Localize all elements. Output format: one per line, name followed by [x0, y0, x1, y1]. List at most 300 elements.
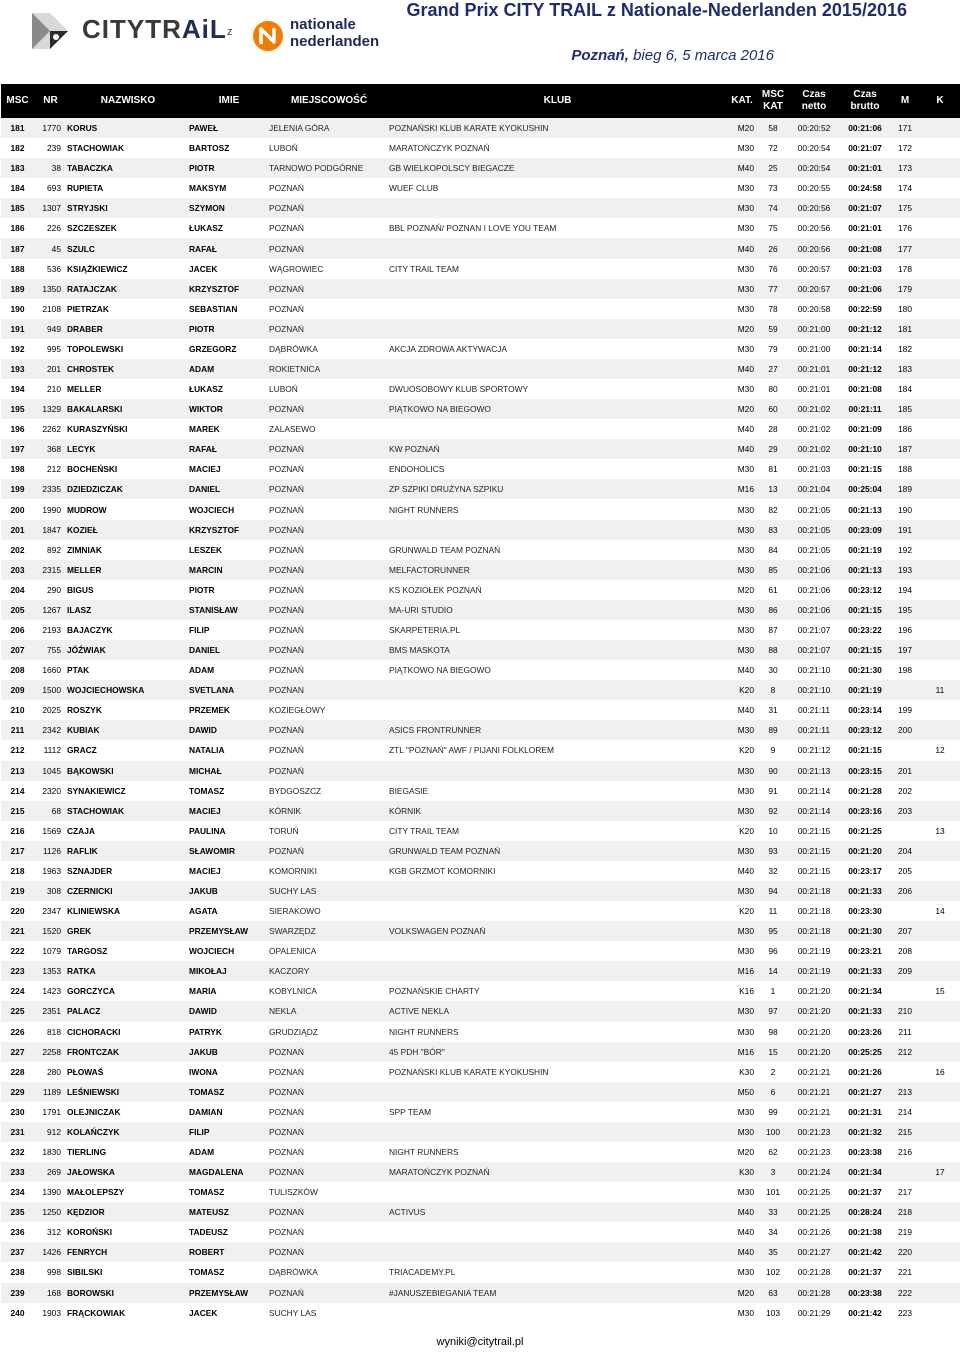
- cell-net-time: 00:21:02: [797, 404, 831, 415]
- cell-city: KÓRNIK: [269, 805, 302, 816]
- cell-city: DĄBRÓWKA: [269, 343, 318, 354]
- cell-net-time: 00:21:03: [797, 464, 831, 475]
- cell-firstname: SZYMON: [189, 203, 225, 214]
- cell-gross-time: 00:21:03: [848, 263, 882, 274]
- cell-firstname: BARTOSZ: [189, 143, 230, 154]
- cell-category-place: 80: [768, 384, 778, 395]
- page-title: Grand Prix CITY TRAIL z Nationale-Nederlanden 2015/2016: [406, 0, 907, 20]
- cell-firstname: WIKTOR: [189, 404, 223, 415]
- cell-place: 188: [10, 263, 25, 274]
- cell-bib: 226: [47, 223, 61, 234]
- table-row: [1, 158, 960, 178]
- cell-category: M40: [737, 1247, 754, 1258]
- cell-firstname: MACIEJ: [189, 464, 221, 475]
- cell-city: POZNAŃ: [269, 544, 304, 555]
- cell-surname: BĄKOWSKI: [67, 765, 114, 776]
- cell-club: NIGHT RUNNERS: [389, 1026, 459, 1037]
- table-row: [1, 881, 960, 901]
- cell-male-place: 211: [898, 1026, 912, 1037]
- cell-gross-time: 00:21:19: [848, 544, 882, 555]
- cell-female-place: [920, 540, 960, 560]
- cell-female-place: [920, 138, 960, 158]
- cell-bib: 1189: [42, 1086, 61, 1097]
- cell-city: POZNAŃ: [269, 765, 304, 776]
- cell-male-place: 190: [898, 504, 912, 515]
- cell-bib: 280: [47, 1066, 61, 1077]
- cell-gross-time: 00:21:13: [848, 564, 882, 575]
- cell-city: POZNAŃ: [269, 624, 304, 635]
- cell-net-time: 00:21:28: [797, 1267, 831, 1278]
- cell-male-place: 212: [898, 1046, 912, 1057]
- cell-club: SPP TEAM: [389, 1106, 432, 1117]
- cell-club: [389, 881, 726, 901]
- cell-gross-time: 00:25:04: [848, 484, 882, 495]
- cell-category: M30: [737, 343, 754, 354]
- cell-place: 218: [10, 865, 25, 876]
- cell-category: M40: [737, 665, 754, 676]
- cell-city: POZNAŃ: [269, 645, 304, 656]
- cell-club: [389, 238, 726, 258]
- table-row: [1, 138, 960, 158]
- cell-place: 198: [10, 464, 25, 475]
- logo-connector: z: [227, 26, 233, 38]
- cell-club: [389, 680, 726, 700]
- cell-bib: 2258: [42, 1046, 61, 1057]
- cell-category-place: 95: [768, 926, 778, 937]
- table-row: [1, 1142, 960, 1162]
- cell-male-place: 204: [898, 845, 912, 856]
- cell-bib: 1500: [42, 685, 61, 696]
- cell-club: [389, 419, 726, 439]
- cell-firstname: WOJCIECH: [189, 504, 235, 515]
- cell-category: M30: [737, 544, 754, 555]
- cell-category: M30: [737, 183, 754, 194]
- cell-bib: 308: [47, 886, 61, 896]
- cell-net-time: 00:21:20: [797, 1026, 831, 1037]
- cell-club: ENDOHOLICS: [389, 464, 445, 475]
- cell-net-time: 00:21:23: [797, 1126, 831, 1137]
- cell-surname: WOJCIECHOWSKA: [67, 685, 145, 696]
- table-row: [1, 1283, 960, 1303]
- cell-bib: 995: [47, 343, 61, 354]
- table-row: [1, 1202, 960, 1222]
- cell-category-place: 83: [768, 524, 778, 535]
- cell-gross-time: 00:23:38: [848, 1287, 882, 1298]
- cell-city: DĄBRÓWKA: [269, 1267, 318, 1278]
- cell-net-time: 00:21:05: [797, 544, 831, 555]
- cell-place: 236: [10, 1227, 25, 1238]
- cell-net-time: 00:20:58: [797, 303, 831, 314]
- cell-category-place: 73: [768, 183, 778, 194]
- cell-net-time: 00:21:11: [798, 725, 830, 736]
- cell-male-place: 183: [898, 363, 912, 374]
- table-row: [1, 1303, 960, 1323]
- cell-surname: GORCZYCA: [67, 986, 115, 997]
- cell-place: 240: [10, 1307, 25, 1318]
- cell-male-place: 222: [898, 1287, 912, 1298]
- cell-surname: KURASZYŃSKI: [67, 424, 128, 435]
- cell-city: KACZORY: [269, 966, 310, 977]
- cell-bib: 68: [51, 805, 61, 816]
- cell-category-place: 32: [768, 865, 778, 876]
- cell-category: M50: [737, 1086, 754, 1097]
- cell-net-time: 00:21:11: [798, 705, 830, 716]
- table-row: [1, 238, 960, 258]
- cell-category-place: 8: [770, 685, 776, 696]
- table-row: [1, 520, 960, 540]
- table-row: [1, 1102, 960, 1122]
- cell-surname: BOROWSKI: [67, 1287, 114, 1298]
- cell-firstname: TOMASZ: [189, 785, 225, 796]
- cell-firstname: PIOTR: [189, 323, 215, 334]
- cell-surname: TABACZKA: [67, 163, 113, 174]
- cell-firstname: ŁUKASZ: [189, 384, 223, 395]
- cell-male-place: [890, 981, 920, 1001]
- cell-female-place: [920, 620, 960, 640]
- cell-city: SUCHY LAS: [269, 886, 317, 896]
- cell-category-place: 90: [768, 765, 778, 776]
- cell-category-place: 59: [768, 323, 778, 334]
- cell-female-place: [920, 479, 960, 499]
- cell-category-place: 82: [768, 504, 778, 515]
- cell-place: 214: [10, 785, 25, 796]
- cell-surname: CICHORACKI: [67, 1026, 121, 1037]
- cell-bib: 38: [51, 163, 61, 174]
- cell-city: POZNAŃ: [269, 524, 304, 535]
- cell-category: M30: [737, 785, 754, 796]
- cell-bib: 1307: [42, 203, 61, 214]
- table-row: [1, 620, 960, 640]
- cell-female-place: [920, 921, 960, 941]
- cell-female-place: [920, 720, 960, 740]
- cell-category: K30: [739, 1066, 754, 1077]
- cell-place: 226: [10, 1026, 25, 1037]
- cell-category: M30: [737, 384, 754, 395]
- cell-net-time: 00:20:56: [797, 243, 831, 254]
- cell-net-time: 00:21:12: [797, 745, 831, 756]
- cell-firstname: ROBERT: [189, 1247, 225, 1258]
- cell-club: PIĄTKOWO NA BIEGOWO: [389, 665, 491, 676]
- cell-surname: MAŁOLEPSZY: [67, 1187, 125, 1198]
- cell-net-time: 00:20:56: [797, 223, 831, 234]
- cell-gross-time: 00:21:31: [848, 1106, 882, 1117]
- cell-female-place: [920, 319, 960, 339]
- cell-bib: 2347: [42, 906, 61, 917]
- cell-net-time: 00:21:23: [797, 1147, 831, 1158]
- cell-surname: FRONTCZAK: [67, 1046, 120, 1057]
- cell-net-time: 00:21:14: [797, 805, 831, 816]
- cell-male-place: 171: [898, 123, 912, 134]
- cell-surname: SYNAKIEWICZ: [67, 785, 126, 796]
- table-row: [1, 1222, 960, 1242]
- cell-category: M30: [737, 926, 754, 937]
- cell-place: 202: [10, 544, 25, 555]
- cell-category: K20: [739, 685, 754, 696]
- cell-firstname: AGATA: [189, 906, 218, 917]
- cell-firstname: RAFAŁ: [189, 444, 217, 455]
- cell-place: 210: [10, 705, 25, 716]
- cell-surname: RATKA: [67, 966, 96, 977]
- cell-city: LUBOŃ: [269, 143, 298, 154]
- cell-male-place: 176: [898, 223, 912, 234]
- cell-city: POZNAŃ: [269, 323, 304, 334]
- cell-category-place: 61: [768, 584, 778, 595]
- col-nazwisko: NAZWISKO: [100, 95, 156, 106]
- cell-male-place: 201: [898, 765, 912, 776]
- cell-club: POZNAŃSKI KLUB KARATE KYOKUSHIN: [389, 1066, 549, 1077]
- cell-firstname: RAFAŁ: [189, 243, 217, 254]
- cell-gross-time: 00:21:42: [848, 1247, 882, 1258]
- cell-net-time: 00:21:14: [797, 785, 831, 796]
- cell-female-place: [920, 1082, 960, 1102]
- table-row: [1, 841, 960, 861]
- cell-surname: PŁOWAŚ: [67, 1066, 104, 1077]
- cell-male-place: 218: [898, 1207, 912, 1218]
- citytrail-wordmark: CITYTRAiL: [82, 14, 227, 44]
- cell-category: M30: [737, 1106, 754, 1117]
- cell-firstname: MAGDALENA: [189, 1167, 244, 1178]
- cell-place: 186: [10, 223, 25, 234]
- cell-firstname: TOMASZ: [189, 1086, 225, 1097]
- cell-category-place: 27: [768, 363, 778, 374]
- cell-female-place: [920, 761, 960, 781]
- cell-female-place: 17: [935, 1167, 945, 1178]
- cell-club: [389, 1222, 726, 1242]
- cell-female-place: [920, 158, 960, 178]
- cell-surname: ILASZ: [67, 604, 92, 615]
- cell-city: POZNAŃ: [269, 1287, 304, 1298]
- cell-city: OPALENICA: [269, 946, 317, 957]
- cell-male-place: 221: [898, 1267, 912, 1278]
- col-klub: KLUB: [543, 95, 572, 106]
- cell-place: 203: [10, 564, 25, 575]
- cell-surname: STRYJSKI: [67, 203, 108, 214]
- cell-category: M30: [737, 143, 754, 154]
- cell-firstname: JAKUB: [189, 1046, 218, 1057]
- cell-category-place: 10: [768, 825, 778, 836]
- cell-place: 184: [10, 183, 25, 194]
- cell-city: KOMORNIKI: [269, 865, 317, 876]
- sponsor-wordmark: nationale nederlanden: [290, 16, 380, 50]
- table-row: [1, 941, 960, 961]
- cell-male-place: 210: [898, 1006, 912, 1017]
- cell-category: M20: [737, 1287, 754, 1298]
- cell-category: K20: [739, 825, 754, 836]
- cell-gross-time: 00:24:58: [848, 183, 882, 194]
- cell-female-place: [920, 198, 960, 218]
- cell-bib: 1126: [42, 845, 61, 856]
- col-msc-kat: MSC KAT: [761, 89, 785, 112]
- cell-category-place: 98: [768, 1026, 778, 1037]
- cell-male-place: 220: [898, 1247, 912, 1258]
- cell-female-place: [920, 560, 960, 580]
- col-imie: IMIE: [218, 95, 240, 106]
- table-row: [1, 580, 960, 600]
- cell-club: ZTL "POZNAŃ" AWF / PIJANI FOLKLOREM: [389, 745, 554, 756]
- cell-net-time: 00:21:02: [797, 444, 831, 455]
- cell-male-place: 205: [898, 865, 912, 876]
- cell-category-place: 15: [768, 1046, 778, 1057]
- cell-category: M30: [737, 805, 754, 816]
- cell-gross-time: 00:21:34: [848, 1167, 882, 1178]
- cell-place: 201: [10, 524, 25, 535]
- cell-male-place: 217: [898, 1187, 912, 1198]
- cell-surname: GREK: [67, 926, 92, 937]
- cell-category-place: 78: [768, 303, 778, 314]
- cell-net-time: 00:21:10: [797, 685, 831, 696]
- cell-gross-time: 00:21:06: [848, 283, 882, 294]
- cell-bib: 693: [47, 183, 61, 194]
- cell-surname: CZERNICKI: [67, 886, 113, 896]
- cell-bib: 2351: [42, 1006, 61, 1017]
- cell-gross-time: 00:23:12: [848, 584, 882, 595]
- cell-female-place: [920, 600, 960, 620]
- cell-female-place: [920, 1122, 960, 1142]
- cell-place: 196: [10, 424, 25, 435]
- results-table: [1, 84, 960, 1323]
- cell-place: 213: [10, 765, 25, 776]
- cell-city: POZNAŃ: [269, 1066, 304, 1077]
- cell-male-place: 180: [898, 303, 912, 314]
- cell-male-place: 199: [898, 705, 912, 716]
- cell-place: 209: [10, 685, 25, 696]
- cell-city: LUBOŃ: [269, 384, 298, 395]
- cell-city: POZNAŃ: [269, 1167, 304, 1178]
- cell-female-place: [920, 1042, 960, 1062]
- cell-surname: KORUS: [67, 123, 98, 134]
- cell-club: [389, 961, 726, 981]
- cell-category: M40: [737, 444, 754, 455]
- cell-gross-time: 00:21:01: [848, 163, 882, 174]
- cell-firstname: ADAM: [189, 363, 215, 374]
- cell-net-time: 00:21:06: [797, 604, 831, 615]
- cell-place: 192: [10, 343, 25, 354]
- cell-bib: 912: [47, 1126, 61, 1137]
- cell-male-place: 172: [898, 143, 912, 154]
- cell-bib: 1990: [42, 504, 61, 515]
- cell-firstname: PATRYK: [189, 1026, 222, 1037]
- cell-female-place: [920, 1182, 960, 1202]
- cell-gross-time: 00:21:19: [848, 685, 882, 696]
- cell-bib: 1660: [42, 665, 61, 676]
- cell-category-place: 99: [768, 1106, 778, 1117]
- table-row: [1, 961, 960, 981]
- cell-category: M16: [737, 966, 754, 977]
- cell-place: 189: [10, 283, 25, 294]
- cell-net-time: 00:21:05: [797, 504, 831, 515]
- cell-category-place: 11: [768, 906, 778, 917]
- cell-category: M20: [737, 1147, 754, 1158]
- cell-net-time: 00:21:26: [797, 1227, 831, 1238]
- cell-surname: BAJACZYK: [67, 624, 113, 635]
- cell-category-place: 75: [768, 223, 778, 234]
- cell-city: ROKIETNICA: [269, 363, 321, 374]
- cell-net-time: 00:21:15: [797, 825, 831, 836]
- cell-gross-time: 00:21:08: [848, 384, 882, 395]
- cell-male-place: 194: [898, 584, 912, 595]
- cell-bib: 818: [47, 1026, 61, 1037]
- cell-bib: 755: [47, 645, 61, 656]
- cell-male-place: 188: [898, 464, 912, 475]
- cell-firstname: KRZYSZTOF: [189, 524, 240, 535]
- cell-category: M30: [737, 1267, 754, 1278]
- cell-category-place: 6: [770, 1086, 776, 1097]
- cell-category: M30: [737, 1187, 754, 1198]
- cell-surname: ZIMNIAK: [67, 544, 102, 555]
- cell-female-place: [920, 359, 960, 379]
- cell-city: TORUŃ: [269, 825, 299, 836]
- cell-surname: TOPOLEWSKI: [67, 343, 124, 354]
- cell-club: KÓRNIK: [389, 805, 422, 816]
- citytrail-logo-icon: [28, 9, 72, 53]
- cell-category: M30: [737, 1006, 754, 1017]
- cell-female-place: [920, 580, 960, 600]
- cell-surname: LECYK: [67, 444, 96, 455]
- cell-city: POZNAŃ: [269, 303, 304, 314]
- cell-club: PIĄTKOWO NA BIEGOWO: [389, 404, 491, 415]
- table-row: [1, 1062, 960, 1082]
- cell-city: NEKLA: [269, 1006, 297, 1017]
- cell-place: 206: [10, 624, 25, 635]
- cell-firstname: MIKOŁAJ: [189, 966, 227, 977]
- cell-category: M20: [737, 584, 754, 595]
- cell-male-place: 223: [898, 1307, 912, 1318]
- cell-bib: 1112: [43, 745, 61, 756]
- cell-club: WUEF CLUB: [389, 183, 439, 194]
- cell-male-place: 213: [898, 1086, 912, 1097]
- col-czas-netto: Czas netto: [801, 89, 827, 112]
- cell-gross-time: 00:21:07: [848, 143, 882, 154]
- cell-male-place: [890, 901, 920, 921]
- cell-male-place: 175: [898, 203, 912, 214]
- cell-category-place: 84: [768, 544, 778, 555]
- cell-city: ZALASEWO: [269, 424, 316, 435]
- cell-category: M30: [737, 564, 754, 575]
- cell-category: M30: [737, 886, 754, 896]
- cell-place: 217: [10, 845, 25, 856]
- cell-firstname: MARCIN: [189, 564, 223, 575]
- cell-female-place: [920, 1142, 960, 1162]
- cell-category-place: 88: [768, 645, 778, 656]
- cell-female-place: [920, 499, 960, 519]
- cell-firstname: NATALIA: [189, 745, 225, 756]
- cell-place: 220: [10, 906, 25, 917]
- cell-category-place: 85: [768, 564, 778, 575]
- cell-male-place: 216: [898, 1147, 912, 1158]
- cell-surname: KSIĄŻKIEWICZ: [67, 263, 128, 274]
- cell-male-place: 187: [898, 444, 912, 455]
- cell-gross-time: 00:23:15: [848, 765, 882, 776]
- cell-female-place: [920, 941, 960, 961]
- cell-female-place: [920, 520, 960, 540]
- cell-category: M20: [737, 323, 754, 334]
- cell-female-place: [920, 640, 960, 660]
- cell-surname: KĘDZIOR: [67, 1207, 105, 1218]
- cell-female-place: 12: [935, 745, 945, 756]
- cell-female-place: [920, 1242, 960, 1262]
- cell-city: SUCHY LAS: [269, 1307, 317, 1318]
- cell-category: K16: [739, 986, 754, 997]
- cell-male-place: 209: [898, 966, 912, 977]
- cell-club: [389, 359, 726, 379]
- cell-category: M20: [737, 123, 754, 134]
- cell-male-place: [890, 680, 920, 700]
- cell-gross-time: 00:23:38: [848, 1147, 882, 1158]
- cell-female-place: [920, 299, 960, 319]
- cell-surname: RUPIETA: [67, 183, 104, 194]
- cell-category: M40: [737, 363, 754, 374]
- cell-bib: 210: [47, 384, 61, 395]
